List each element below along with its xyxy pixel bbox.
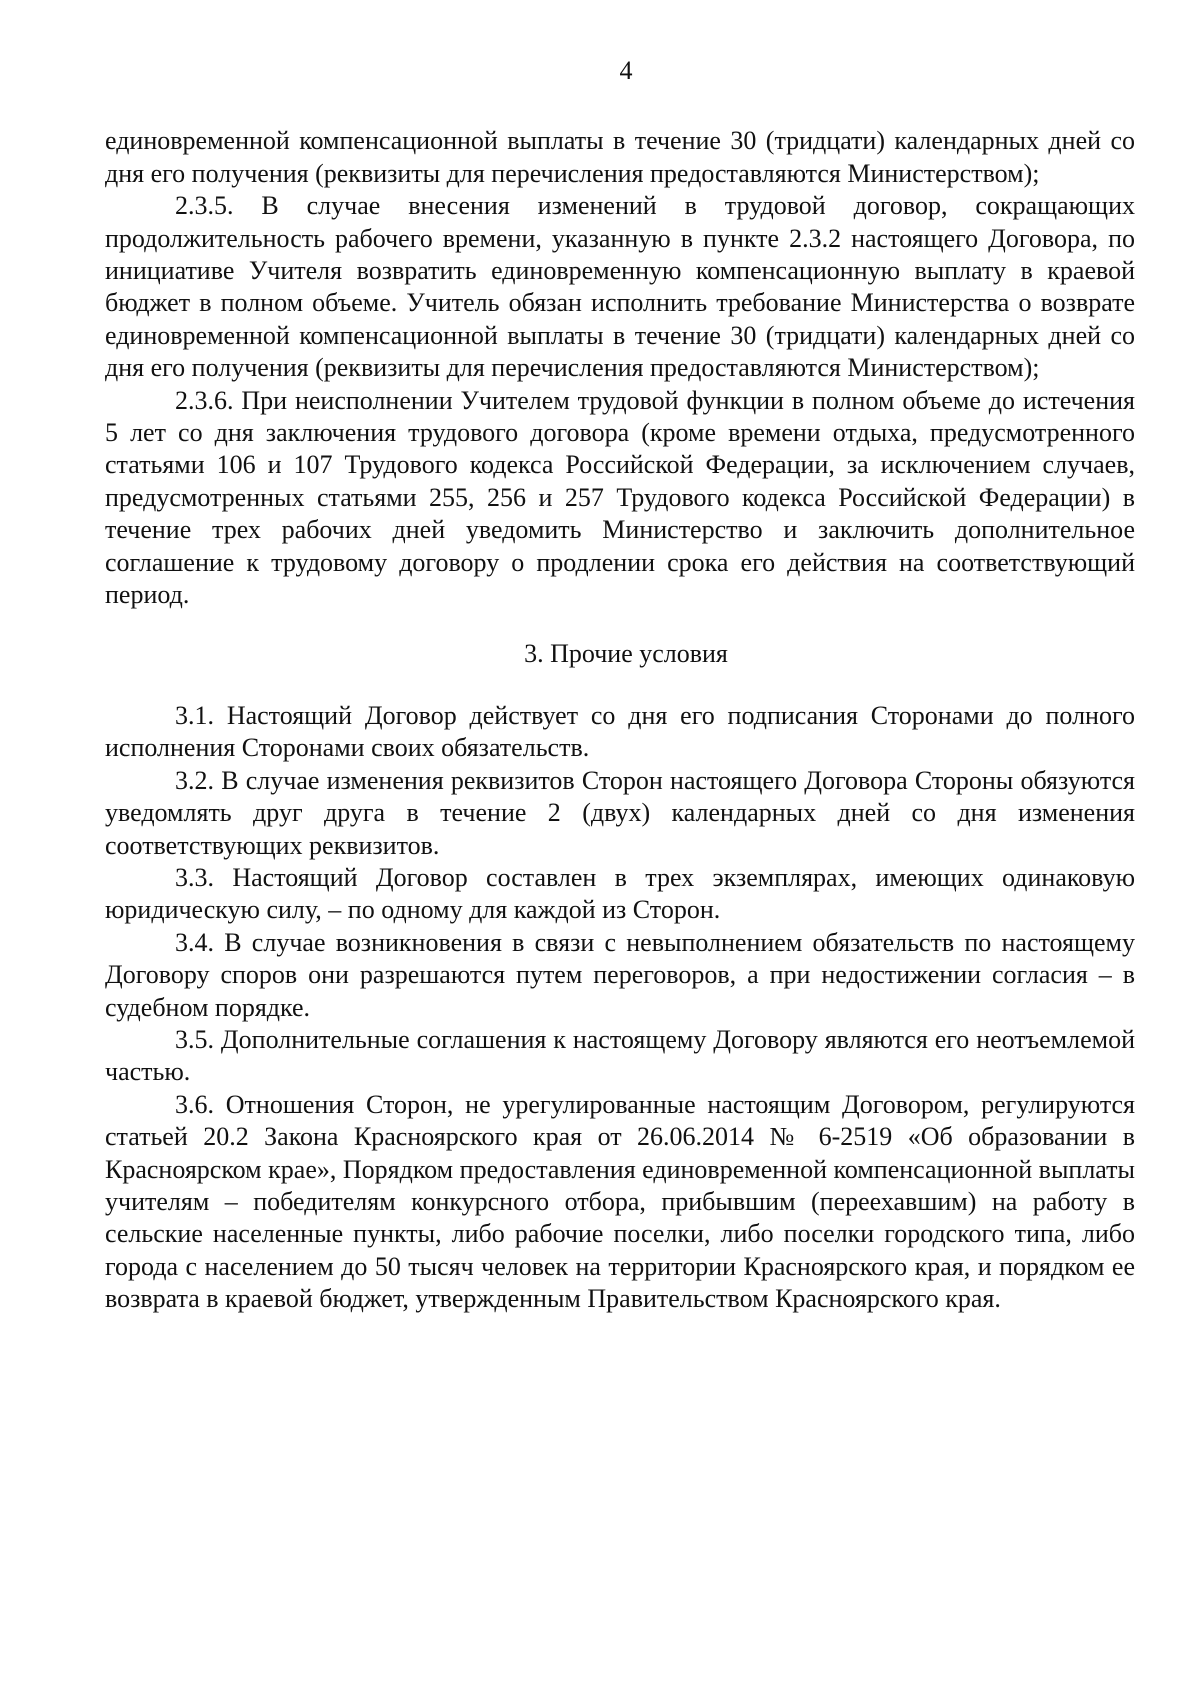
paragraph-3-6: 3.6. Отношения Сторон, не урегулированные настоящим Договором, регулируются статьей 20.2 Закона Красноярского края от 26.06.2014 № 6-2519 «Об образовании в Красноярском крае», Порядком предоставления единовременной компенсационной выплаты учителям – победителям конкурсного отбора, прибывшим (переехавшим) на работу в сельские населенные пункты, либо рабочие поселки, либо поселки городского типа, либо города с населением до 50 тысяч человек на территории Красноярского края, и порядком ее возврата в краевой бюджет, утвержденным Правительством Красноярского края.: [105, 1089, 1135, 1314]
paragraph-3-5: 3.5. Дополнительные соглашения к настоящему Договору являются его неотъемлемой частью.: [105, 1024, 1135, 1087]
paragraph-3-4: 3.4. В случае возникновения в связи с невыполнением обязательств по настоящему Договору споров они разрешаются путем переговоров, а при недостижении согласия – в судебном порядке.: [105, 927, 1135, 1022]
paragraph-3-1: 3.1. Настоящий Договор действует со дня его подписания Сторонами до полного исполнения Сторонами своих обязательств.: [105, 700, 1135, 763]
document-page: [105, 55, 1135, 1316]
paragraph-2-3-5: 2.3.5. В случае внесения изменений в трудовой договор, сокращающих продолжительность рабочего времени, указанную в пункте 2.3.2 настоящего Договора, по инициативе Учителя возвратить единовременную компенсационную выплату в краевой бюджет в полном объеме. Учитель обязан исполнить требование Министерства о возврате единовременной компенсационной выплаты в течение 30 (тридцати) календарных дней со дня его получения (реквизиты для перечисления предоставляются Министерством);: [105, 191, 1135, 383]
paragraph-2-3-6: 2.3.6. При неисполнении Учителем трудовой функции в полном объеме до истечения 5 лет со дня заключения трудового договора (кроме времени отдыха, предусмотренного статьями 106 и 107 Трудового кодекса Российской Федерации, за исключением случаев, предусмотренных статьями 255, 256 и 257 Трудового кодекса Российской Федерации) в течение трех рабочих дней уведомить Министерство и заключить дополнительное соглашение к трудовому договору о продлении срока его действия на соответствующий период.: [105, 385, 1135, 610]
page-number: 4: [619, 56, 633, 85]
section-heading-3: 3. Прочие условия: [524, 638, 728, 668]
paragraph-3-2: 3.2. В случае изменения реквизитов Сторон настоящего Договора Стороны обязуются уведомлять друг друга в течение 2 (двух) календарных дней со дня изменения соответствующих реквизитов.: [105, 765, 1135, 860]
paragraph-3-3: 3.3. Настоящий Договор составлен в трех экземплярах, имеющих одинаковую юридическую силу, – по одному для каждой из Сторон.: [105, 862, 1135, 925]
paragraph-2-3-4-continuation: единовременной компенсационной выплаты в течение 30 (тридцати) календарных дней со дня его получения (реквизиты для перечисления предоставляются Министерством);: [105, 126, 1135, 188]
